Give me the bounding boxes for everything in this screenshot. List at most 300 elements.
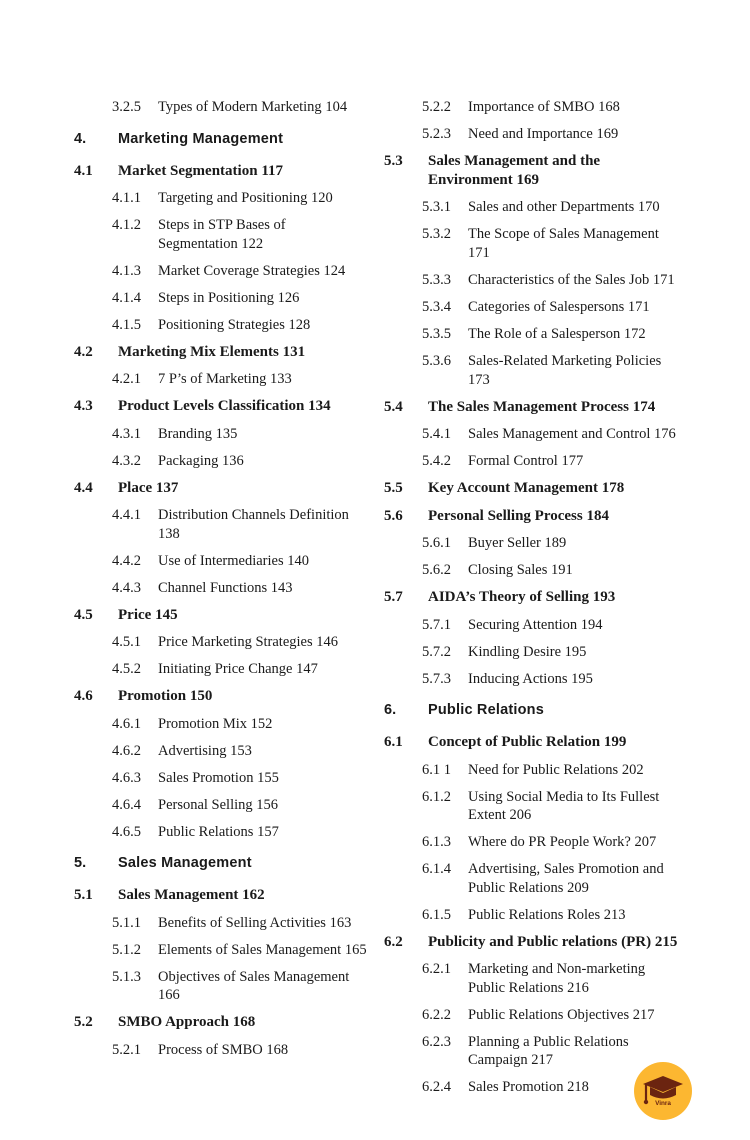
toc-entry-text — [158, 769, 368, 788]
toc-entry-number: 4.6.4 — [112, 796, 141, 813]
toc-entry-text — [158, 216, 368, 253]
toc-subsection-row[interactable] — [422, 616, 678, 635]
toc-entry-number: 4.1.4 — [112, 289, 141, 306]
toc-subsection-row[interactable] — [422, 452, 678, 471]
toc-section-row[interactable] — [74, 687, 368, 706]
toc-entry-title: Kindling Desire — [468, 643, 565, 660]
toc-entry-text — [468, 98, 678, 117]
toc-entry-page: 136 — [222, 452, 244, 469]
toc-entry-text — [158, 1041, 368, 1060]
toc-subsection-row[interactable] — [112, 370, 368, 389]
toc-entry-text — [428, 933, 678, 952]
toc-entry-title: Benefits of Selling Activities — [158, 914, 330, 931]
toc-entry-text — [158, 370, 368, 389]
toc-entry-text — [468, 298, 678, 317]
toc-entry-number: 4.1.5 — [112, 316, 141, 333]
toc-entry-body — [118, 886, 368, 905]
toc-subsection-row[interactable] — [422, 125, 678, 144]
toc-entry-body — [158, 769, 368, 788]
toc-entry-title: Need and Importance — [468, 126, 597, 143]
toc-entry-page: 169 — [516, 171, 539, 188]
toc-entry-text — [158, 715, 368, 734]
toc-section-row[interactable] — [384, 479, 678, 498]
toc-entry-title: Marketing and Non-marketing Public Relations — [468, 961, 646, 996]
toc-entry-page: 152 — [250, 715, 273, 732]
toc-entry-text — [118, 479, 368, 498]
toc-subsection-row[interactable] — [422, 1033, 678, 1070]
toc-subsection-row[interactable] — [422, 534, 678, 553]
toc-entry-title: Steps in Positioning — [158, 289, 278, 306]
toc-entry-body — [118, 1013, 368, 1032]
toc-entry-body — [118, 687, 368, 706]
toc-entry-body — [468, 298, 678, 317]
toc-entry-title: Using Social Media to Its Fullest Extent — [468, 788, 660, 824]
toc-entry-text — [158, 425, 368, 444]
toc-entry-title: Key Account Management — [428, 480, 602, 497]
toc-entry-text — [118, 687, 368, 706]
toc-entry-title: Where do PR People Work? — [468, 834, 635, 851]
toc-entry-body — [158, 823, 368, 842]
toc-entry-number: 4.1.3 — [112, 262, 141, 279]
toc-entry-number: 6.2.1 — [422, 961, 451, 978]
toc-subsection-row[interactable] — [422, 833, 678, 852]
toc-entry-number: 5.3.3 — [422, 272, 451, 289]
toc-entry-title: Importance of SMBO — [468, 99, 599, 115]
toc-entry-number: 6.2.4 — [422, 1079, 451, 1096]
toc-subsection-row[interactable] — [112, 941, 368, 960]
toc-entry-body — [158, 715, 368, 734]
toc-subsection-row[interactable] — [112, 633, 368, 652]
toc-entry-page: 213 — [603, 906, 626, 923]
toc-entry-page: 178 — [601, 480, 625, 497]
toc-entry-text — [468, 425, 678, 444]
toc-subsection-row[interactable] — [112, 452, 368, 471]
toc-entry-body — [118, 162, 368, 181]
toc-entry-text — [428, 152, 678, 190]
toc-entry-number: 5.2 — [74, 1014, 93, 1031]
toc-entry-number: 6.2 — [384, 933, 403, 950]
toc-entry-body — [468, 906, 678, 925]
toc-subsection-row[interactable] — [112, 506, 368, 543]
toc-entry-body — [118, 397, 368, 416]
toc-entry-text — [118, 397, 368, 416]
toc-entry-text — [158, 796, 368, 815]
toc-subsection-row[interactable] — [422, 860, 678, 897]
toc-entry-title: Sales Management and the Environment — [428, 153, 601, 188]
toc-entry-body — [158, 289, 368, 308]
toc-entry-number: 5.1.1 — [112, 914, 141, 931]
toc-entry-page: 173 — [468, 371, 490, 388]
toc-section-row[interactable] — [384, 152, 678, 190]
toc-entry-page: 217 — [531, 1052, 553, 1069]
toc-entry-body — [468, 271, 678, 290]
toc-entry-title: Process of SMBO — [158, 1041, 267, 1058]
toc-entry-body — [428, 507, 678, 526]
toc-entry-page: 189 — [544, 535, 567, 552]
toc-entry-body — [468, 833, 678, 852]
toc-entry-body — [158, 579, 368, 598]
toc-entry-page: 168 — [598, 99, 620, 115]
toc-entry-number: 4.2 — [74, 343, 93, 360]
toc-entry-text — [468, 125, 678, 144]
toc-entry-number: 6.2.2 — [422, 1006, 451, 1023]
toc-entry-body — [158, 914, 368, 933]
toc-subsection-row[interactable] — [112, 98, 368, 117]
toc-entry-body — [468, 452, 678, 471]
toc-entry-text — [468, 761, 678, 780]
toc-entry-number: 4.3.1 — [112, 425, 141, 442]
toc-entry-text — [468, 616, 678, 635]
toc-entry-page: 163 — [329, 914, 352, 931]
toc-subsection-row[interactable] — [112, 262, 368, 281]
toc-entry-number: 4.3 — [74, 398, 93, 415]
toc-entry-number: 5.3.1 — [422, 199, 451, 216]
toc-entry-text — [468, 325, 678, 344]
toc-entry-body — [428, 398, 678, 417]
toc-entry-page: 215 — [654, 933, 678, 950]
toc-entry-title: Personal Selling — [158, 796, 257, 813]
toc-section-row[interactable] — [384, 398, 678, 417]
toc-entry-title: Positioning Strategies — [158, 316, 289, 333]
toc-entry-text — [158, 289, 368, 308]
toc-entry-body — [118, 343, 368, 362]
toc-subsection-row[interactable] — [422, 425, 678, 444]
toc-entry-number: 6.1.2 — [422, 788, 451, 805]
toc-entry-title: Advertising, Sales Promotion and Public Relations — [468, 861, 664, 896]
toc-entry-body — [468, 788, 678, 825]
toc-entry-body — [468, 98, 678, 117]
toc-entry-title: Public Relations — [158, 823, 258, 840]
toc-entry-text — [428, 479, 678, 498]
toc-entry-text — [468, 960, 678, 997]
toc-entry-number: 5.7.2 — [422, 643, 451, 660]
toc-entry-number: 4.5.2 — [112, 661, 141, 678]
toc-entry-number: 4.4 — [74, 479, 93, 496]
toc-entry-page: 217 — [632, 1006, 655, 1023]
toc-entry-title: Price Marketing Strategies — [158, 634, 317, 651]
toc-entry-number: 5.3.2 — [422, 226, 451, 243]
toc-subsection-row[interactable] — [422, 643, 678, 662]
toc-subsection-row[interactable] — [422, 670, 678, 689]
toc-entry-title: Channel Functions — [158, 579, 271, 596]
toc-section-row[interactable] — [74, 479, 368, 498]
toc-section-row[interactable] — [384, 933, 678, 952]
toc-subsection-row[interactable] — [422, 761, 678, 780]
toc-entry-text — [118, 162, 368, 181]
toc-entry-title: Marketing Mix Elements — [118, 343, 283, 360]
toc-entry-body — [468, 534, 678, 553]
toc-subsection-row[interactable] — [422, 271, 678, 290]
toc-entry-page: 128 — [288, 316, 311, 333]
toc-subsection-row[interactable] — [422, 325, 678, 344]
toc-entry-number: 4.4.1 — [112, 507, 141, 524]
toc-entry-text — [468, 352, 678, 389]
toc-entry-text — [468, 561, 678, 580]
toc-entry-body — [428, 933, 678, 952]
toc-entry-body — [158, 216, 368, 253]
toc-subsection-row[interactable] — [422, 561, 678, 580]
toc-entry-body — [468, 352, 678, 389]
toc-entry-number: 5.3 — [384, 153, 403, 170]
toc-entry-number: 5.5 — [384, 480, 403, 497]
toc-entry-page: 191 — [550, 562, 573, 579]
toc-entry-body — [158, 742, 368, 761]
toc-entry-number: 4.6.5 — [112, 823, 141, 840]
toc-entry-title: Place — [118, 479, 156, 496]
toc-entry-title: AIDA’s Theory of Selling — [428, 589, 593, 606]
logo-wordmark: Vinra — [655, 1100, 671, 1107]
toc-entry-text — [158, 823, 368, 842]
toc-entry-number: 5.3.4 — [422, 299, 451, 316]
toc-entry-title: Closing Sales — [468, 562, 551, 579]
toc-entry-page: 216 — [567, 979, 589, 996]
toc-entry-title: 7 P’s of Marketing — [158, 371, 270, 388]
toc-entry-title: Concept of Public Relation — [428, 734, 604, 751]
toc-entry-title: Public Relations Roles — [468, 906, 604, 923]
toc-entry-number: 5.6.1 — [422, 535, 451, 552]
toc-entry-number: 5.2.1 — [112, 1041, 141, 1058]
toc-section-row[interactable] — [384, 588, 678, 607]
toc-entry-number: 5.6 — [384, 507, 403, 524]
toc-entry-body — [158, 262, 368, 281]
toc-entry-title: Categories of Salespersons — [468, 299, 628, 316]
toc-entry-text — [428, 733, 678, 752]
toc-section-row[interactable] — [74, 162, 368, 181]
toc-entry-title: Market Segmentation — [118, 162, 262, 179]
toc-entry-page: 184 — [586, 507, 609, 524]
toc-subsection-row[interactable] — [112, 289, 368, 308]
toc-entry-body — [158, 189, 368, 208]
toc-entry-body — [468, 425, 678, 444]
toc-entry-text — [468, 906, 678, 925]
toc-entry-title: The Role of a Salesperson — [468, 326, 624, 343]
toc-entry-body — [158, 98, 368, 117]
toc-entry-title: Sales Promotion — [468, 1079, 568, 1096]
toc-entry-title: Elements of Sales Management — [158, 941, 345, 958]
toc-entry-number: 5.1 — [74, 887, 93, 904]
toc-entry-text — [158, 660, 368, 679]
toc-chapter-heading[interactable] — [74, 131, 368, 147]
toc-entry-page: 137 — [155, 479, 179, 496]
toc-entry-number: 5.4.2 — [422, 453, 451, 470]
toc-entry-title: Sales-Related Marketing Policies — [468, 353, 662, 370]
toc-section-row[interactable] — [74, 343, 368, 362]
toc-entry-number: 5.3.6 — [422, 353, 451, 370]
toc-subsection-row[interactable] — [422, 960, 678, 997]
toc-entry-number: 6.1 — [384, 734, 403, 751]
toc-entry-number: 4.6 — [74, 688, 93, 705]
toc-entry-body — [158, 796, 368, 815]
toc-entry-page: 177 — [561, 453, 584, 470]
toc-entry-page: 171 — [468, 244, 490, 261]
toc-subsection-row[interactable] — [112, 216, 368, 253]
toc-entry-title: Publicity and Public relations (PR) — [428, 933, 655, 950]
toc-subsection-row[interactable] — [112, 425, 368, 444]
toc-section-row[interactable] — [384, 733, 678, 752]
toc-entry-title: Price — [118, 606, 156, 623]
toc-entry-text — [428, 398, 678, 417]
toc-section-row[interactable] — [74, 886, 368, 905]
toc-subsection-row[interactable] — [422, 788, 678, 825]
toc-entry-title: Branding — [158, 425, 216, 442]
toc-chapter-number: 5. — [74, 855, 87, 872]
toc-entry-number: 4.5.1 — [112, 634, 141, 651]
toc-entry-page: 134 — [308, 398, 331, 415]
toc-entry-text — [158, 98, 368, 117]
toc-entry-text — [468, 452, 678, 471]
toc-section-row[interactable] — [384, 507, 678, 526]
toc-entry-text — [158, 742, 368, 761]
toc-entry-body — [158, 968, 368, 1005]
toc-chapter-number: 4. — [74, 130, 87, 147]
toc-chapter-heading[interactable] — [384, 702, 678, 718]
toc-subsection-row[interactable] — [112, 914, 368, 933]
toc-entry-number: 3.2.5 — [112, 99, 141, 115]
toc-entry-title: Planning a Public Relations Campaign — [468, 1033, 629, 1069]
toc-entry-body — [428, 733, 678, 752]
toc-entry-number: 4.4.3 — [112, 579, 141, 596]
toc-subsection-row[interactable] — [422, 352, 678, 389]
toc-entry-number: 4.6.2 — [112, 742, 141, 759]
toc-entry-page: 172 — [623, 326, 646, 343]
toc-entry-page: 131 — [282, 343, 306, 360]
toc-entry-number: 6.1.5 — [422, 906, 451, 923]
toc-entry-page: 207 — [634, 834, 657, 851]
toc-entry-text — [158, 941, 368, 960]
toc-subsection-row[interactable] — [422, 298, 678, 317]
toc-entry-body — [118, 479, 368, 498]
toc-entry-title: Sales Management and Control — [468, 426, 655, 443]
toc-entry-page: 194 — [580, 616, 603, 633]
toc-entry-number: 5.1.2 — [112, 941, 141, 958]
toc-subsection-row[interactable] — [422, 98, 678, 117]
toc-entry-page: 143 — [270, 579, 293, 596]
toc-subsection-row[interactable] — [112, 823, 368, 842]
toc-entry-body — [428, 588, 678, 607]
toc-entry-title: Securing Attention — [468, 616, 581, 633]
toc-entry-page: 156 — [256, 796, 279, 813]
toc-entry-number: 4.2.1 — [112, 371, 141, 388]
toc-subsection-row[interactable] — [112, 769, 368, 788]
toc-subsection-row[interactable] — [112, 660, 368, 679]
toc-entry-page: 168 — [266, 1041, 289, 1058]
toc-entry-title: Targeting and Positioning — [158, 189, 311, 206]
toc-entry-number: 6.1.4 — [422, 861, 451, 878]
toc-entry-page: 147 — [296, 661, 318, 678]
toc-entry-title: Inducing Actions — [468, 670, 572, 687]
toc-columns — [0, 98, 750, 1106]
toc-subsection-row[interactable] — [112, 968, 368, 1005]
toc-entry-number: 6.1 1 — [422, 761, 451, 778]
toc-entry-title: Advertising — [158, 742, 231, 759]
toc-entry-text — [118, 886, 368, 905]
toc-entry-title: Need for Public Relations — [468, 761, 622, 778]
toc-entry-text — [468, 1033, 678, 1070]
toc-entry-body — [468, 616, 678, 635]
toc-subsection-row[interactable] — [422, 198, 678, 217]
toc-entry-page: 157 — [257, 823, 279, 840]
toc-entry-body — [468, 960, 678, 997]
toc-chapter-number: 6. — [384, 702, 397, 719]
toc-entry-title: Promotion — [118, 688, 190, 705]
toc-entry-page: 138 — [158, 525, 180, 542]
toc-entry-page: 133 — [269, 371, 292, 388]
toc-section-row[interactable] — [74, 1013, 368, 1032]
toc-entry-body — [158, 1041, 368, 1060]
toc-entry-text — [158, 579, 368, 598]
toc-subsection-row[interactable] — [112, 189, 368, 208]
toc-entry-title: Product Levels Classification — [118, 398, 309, 415]
toc-subsection-row[interactable] — [422, 906, 678, 925]
toc-chapter-heading[interactable] — [74, 855, 368, 871]
toc-entry-body — [158, 316, 368, 335]
toc-section-row[interactable] — [74, 397, 368, 416]
toc-entry-body — [158, 552, 368, 571]
toc-entry-page: 193 — [592, 589, 616, 606]
toc-entry-title: Characteristics of the Sales Job — [468, 272, 653, 289]
toc-entry-title: The Sales Management Process — [428, 398, 633, 415]
toc-entry-page: 206 — [509, 807, 532, 824]
toc-entry-page: 170 — [637, 199, 660, 216]
toc-entry-text — [428, 588, 678, 607]
toc-entry-body — [158, 506, 368, 543]
toc-subsection-row[interactable] — [422, 1006, 678, 1025]
toc-entry-page: 199 — [603, 734, 627, 751]
toc-entry-title: Initiating Price Change — [158, 661, 297, 678]
toc-entry-page: 171 — [627, 299, 650, 316]
toc-subsection-row[interactable] — [112, 552, 368, 571]
toc-entry-number: 5.4 — [384, 398, 403, 415]
toc-entry-text — [158, 914, 368, 933]
toc-entry-page: 104 — [325, 99, 348, 115]
toc-entry-title: Distribution Channels Definition — [158, 507, 349, 524]
toc-entry-page: 169 — [596, 126, 619, 143]
toc-entry-text — [468, 833, 678, 852]
toc-entry-number: 4.1.2 — [112, 216, 141, 233]
toc-subsection-row[interactable] — [112, 316, 368, 335]
toc-entry-page: 176 — [654, 426, 676, 443]
toc-entry-page: 202 — [621, 761, 644, 778]
toc-entry-page: 140 — [287, 552, 309, 569]
toc-entry-page: 146 — [316, 634, 338, 651]
toc-entry-body — [118, 606, 368, 625]
toc-entry-text — [158, 452, 368, 471]
toc-entry-body — [468, 198, 678, 217]
toc-entry-body — [158, 633, 368, 652]
toc-entry-page: 209 — [567, 879, 589, 896]
toc-entry-number: 5.3.5 — [422, 326, 451, 343]
toc-entry-page: 162 — [242, 887, 265, 904]
toc-entry-number: 4.1.1 — [112, 189, 141, 206]
toc-subsection-row[interactable] — [112, 579, 368, 598]
toc-entry-text — [118, 1013, 368, 1032]
toc-entry-text — [158, 552, 368, 571]
toc-entry-page: 145 — [155, 606, 178, 623]
toc-entry-number: 6.1.3 — [422, 834, 451, 851]
toc-subsection-row[interactable] — [422, 225, 678, 262]
toc-entry-title: Buyer Seller — [468, 535, 545, 552]
toc-entry-number: 4.3.2 — [112, 452, 141, 469]
toc-subsection-row[interactable] — [112, 715, 368, 734]
toc-subsection-row[interactable] — [112, 796, 368, 815]
toc-entry-page: 155 — [257, 769, 279, 786]
toc-entry-title: SMBO Approach — [118, 1014, 233, 1031]
toc-subsection-row[interactable] — [112, 1041, 368, 1060]
toc-subsection-row[interactable] — [112, 742, 368, 761]
toc-entry-number: 5.2.2 — [422, 99, 451, 115]
toc-section-row[interactable] — [74, 606, 368, 625]
toc-entry-title: Promotion Mix — [158, 715, 251, 732]
